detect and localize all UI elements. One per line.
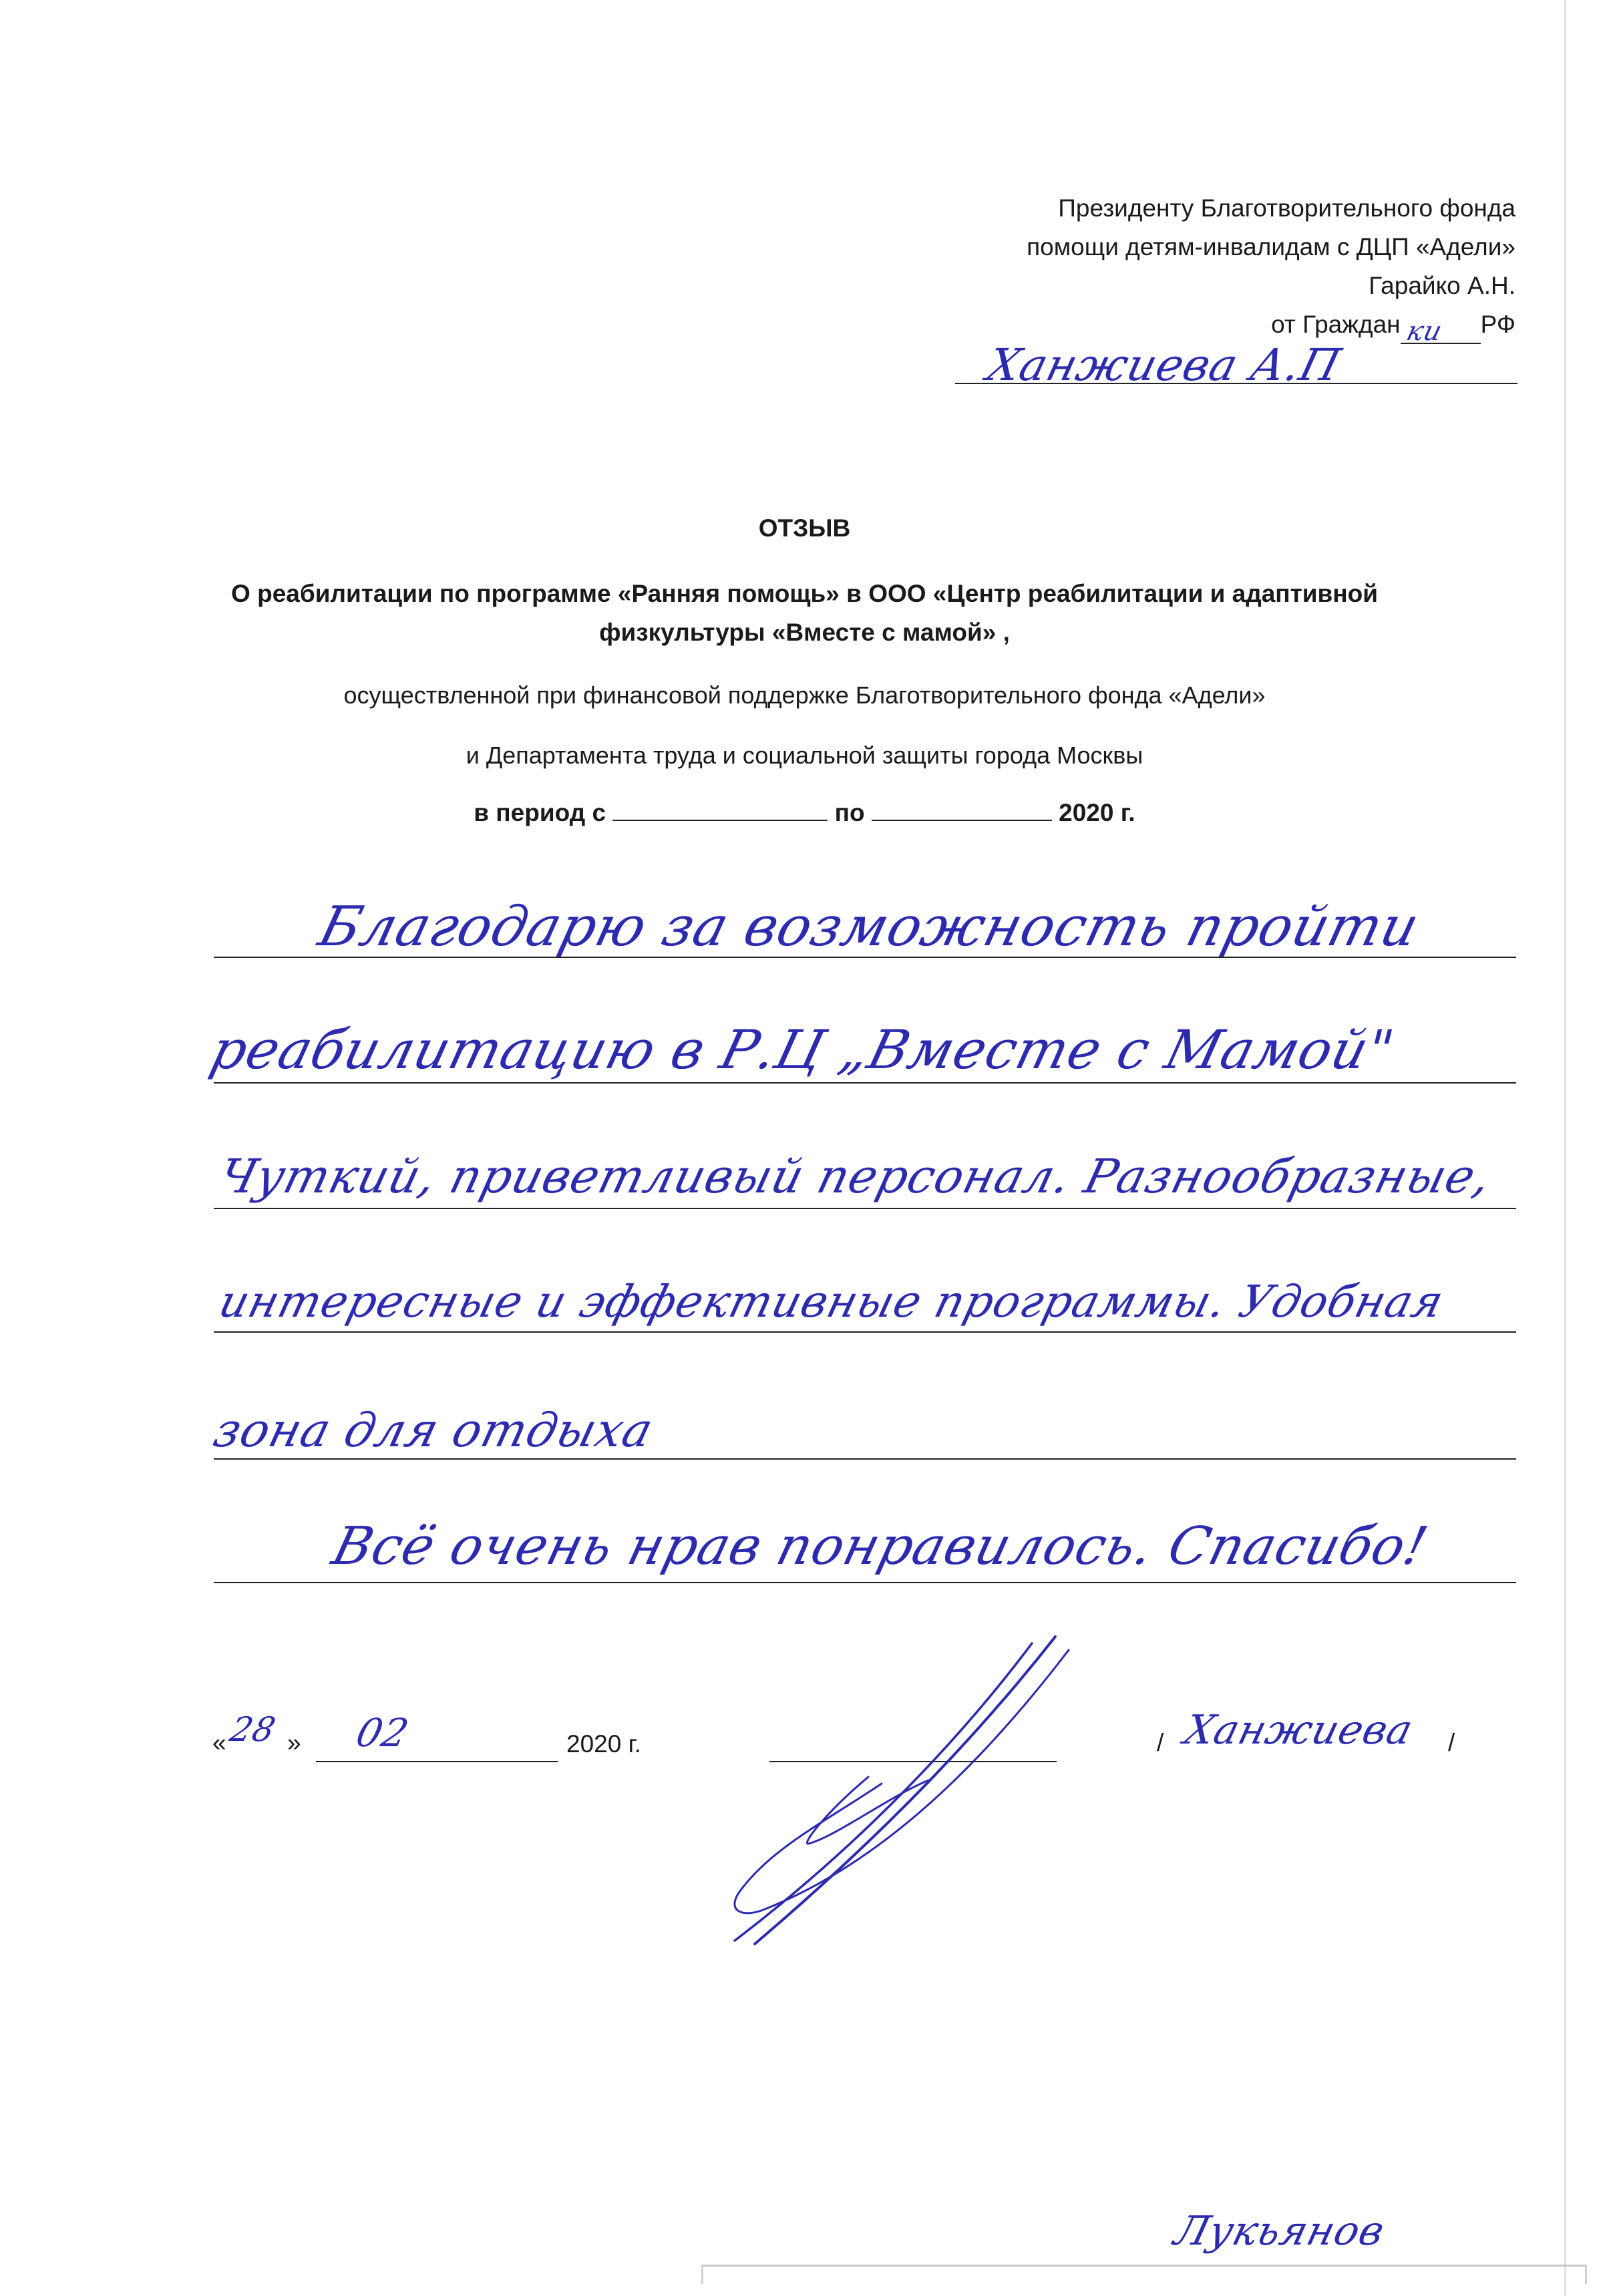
support-line-1: осуществленной при финансовой поддержке Благотворительного фонда «Адели» xyxy=(343,681,1266,709)
name-slash-right: / xyxy=(1448,1729,1455,1756)
review-rule-4 xyxy=(214,1331,1516,1333)
subject-line-1: О реабилитации по программе «Ранняя помощь» в ООО «Центр реабилитации и адаптивной xyxy=(231,580,1378,607)
signer-name-handwritten: Ханжиева xyxy=(1180,1707,1418,1754)
review-rule-5 xyxy=(214,1458,1516,1460)
addressee-line-3: Гарайко А.Н. xyxy=(1369,272,1515,299)
review-rule-2 xyxy=(214,1082,1516,1084)
date-day-handwritten: 28 xyxy=(226,1710,280,1749)
signature-scribble xyxy=(668,1630,1095,1951)
sender-name-handwritten: Ханжиева А.П xyxy=(982,339,1347,391)
name-slash-left: / xyxy=(1157,1729,1164,1756)
date-month-handwritten: 02 xyxy=(351,1710,414,1756)
from-citizen-line xyxy=(1271,305,1515,347)
review-line-6: Всё очень нрав понравилось. Спасибо! xyxy=(326,1516,1434,1577)
addressee-line-1: Президенту Благотворительного фонда xyxy=(1058,194,1515,222)
review-line-1: Благодарю за возможность пройти xyxy=(313,895,1426,959)
period-end-blank xyxy=(872,800,1052,821)
from-suffix-blank xyxy=(1401,316,1481,347)
from-suffix-handwritten: ки xyxy=(1403,316,1445,347)
period-suffix: 2020 г. xyxy=(1059,799,1135,826)
review-line-2: реабилитацию в Р.Ц „Вместе с Мамой" xyxy=(204,1019,1401,1081)
support-line-2: и Департамента труда и социальной защиты города Москвы xyxy=(466,742,1143,769)
period-line xyxy=(0,799,1609,827)
period-mid: по xyxy=(834,799,865,826)
review-line-5: зона для отдыха xyxy=(208,1403,659,1458)
review-rule-6 xyxy=(214,1582,1516,1583)
subject-line-2: физкультуры «Вместе с мамой» , xyxy=(599,619,1010,646)
date-year: 2020 г. xyxy=(566,1730,641,1758)
review-rule-3 xyxy=(214,1208,1516,1209)
review-line-4: интересные и эффективные программы. Удобная xyxy=(214,1276,1449,1327)
addressee-line-2: помощи детям-инвалидам с ДЦП «Адели» xyxy=(1027,233,1515,261)
period-start-blank xyxy=(612,800,828,821)
from-prefix: от Граждан xyxy=(1271,311,1401,338)
document-heading: ОТЗЫВ xyxy=(758,514,851,542)
date-close-quote: » xyxy=(287,1729,301,1756)
bottom-note-handwritten: Лукьянов xyxy=(1170,2208,1390,2255)
from-country: РФ xyxy=(1480,311,1515,338)
scan-edge xyxy=(1564,0,1566,2296)
month-underline xyxy=(316,1761,558,1762)
period-prefix: в период с xyxy=(474,799,606,826)
review-line-3: Чуткий, приветливый персонал. Разнообразные, xyxy=(213,1149,1497,1204)
scan-bottom-edge xyxy=(701,2265,1587,2284)
date-open-quote: « xyxy=(212,1729,226,1756)
